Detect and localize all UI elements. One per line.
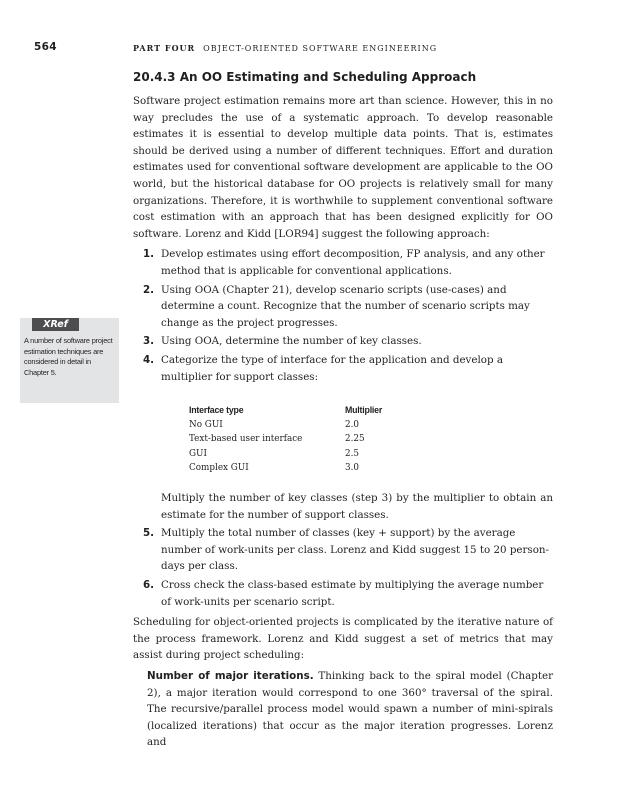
step-text: Develop estimates using effort decomposition, FP analysis, and any other method that is applicable for conventional applications. bbox=[161, 248, 545, 277]
table-cell: No GUI bbox=[189, 419, 223, 430]
part-title: OBJECT-ORIENTED SOFTWARE ENGINEERING bbox=[203, 44, 438, 53]
list-item bbox=[133, 246, 553, 279]
step4-followup: Multiply the number of key classes (step 3) by the multiplier to obtain an estimate for the number of support classes. bbox=[161, 492, 553, 521]
table-header-multiplier: Multiplier bbox=[345, 405, 383, 416]
table-header-interface: Interface type bbox=[189, 405, 244, 416]
step-number: 4. bbox=[143, 353, 155, 366]
step-number: 6. bbox=[143, 579, 155, 592]
xref-text: A number of software project estimation techniques are considered in detail in Chapter 5. bbox=[24, 336, 113, 377]
metric-paragraph bbox=[133, 668, 553, 751]
list-item bbox=[133, 577, 553, 610]
main-body bbox=[133, 93, 553, 751]
section-title: 20.4.3 An OO Estimating and Scheduling Approach bbox=[133, 70, 477, 84]
xref-badge: XRef bbox=[32, 318, 79, 331]
table-row bbox=[189, 461, 553, 476]
step-number: 1. bbox=[143, 248, 155, 261]
scheduling-paragraph: Scheduling for object-oriented projects is complicated by the iterative nature of the process framework. Lorenz and Kidd suggest a set of metrics that may assist during project scheduling: bbox=[133, 616, 553, 662]
table-row bbox=[189, 418, 553, 433]
table-cell: Text-based user interface bbox=[189, 434, 303, 445]
table-cell: Complex GUI bbox=[189, 463, 249, 474]
table-row bbox=[189, 447, 553, 462]
table-row bbox=[189, 432, 553, 447]
metric-lead: Number of major iterations. bbox=[147, 670, 314, 682]
running-header bbox=[133, 43, 437, 53]
list-item bbox=[133, 525, 553, 575]
table-cell: 2.0 bbox=[345, 419, 359, 430]
step-number: 3. bbox=[143, 335, 155, 348]
table-cell: GUI bbox=[189, 448, 207, 459]
steps-list bbox=[133, 246, 553, 610]
step-text: Using OOA, determine the number of key classes. bbox=[161, 335, 422, 348]
step-text: Categorize the type of interface for the application and develop a multiplier for support classes: bbox=[161, 353, 503, 383]
multiplier-table bbox=[189, 403, 553, 476]
list-item bbox=[133, 352, 553, 523]
intro-paragraph: Software project estimation remains more art than science. However, this in no way precludes the use of a systematic approach. To develop reasonable estimates it is essential to develop multiple data points. That is, estimates should be derived using a number of different techniques. Effort and duration estimates used for conventional software development are applicable to the OO world, but the historical database for OO projects is relatively small for many organizations. Therefore, it is worthwhile to supplement conventional software cost estimation with an approach that has been designed explicitly for OO software. Lorenz and Kidd [LOR94] suggest the following approach: bbox=[133, 95, 553, 240]
list-item bbox=[133, 333, 553, 350]
step-text: Using OOA (Chapter 21), develop scenario scripts (use-cases) and determine a count. Recognize that the number of scenario scripts may change as the project progresses. bbox=[161, 283, 530, 329]
part-label: PART FOUR bbox=[133, 43, 196, 53]
table-header-row bbox=[189, 403, 553, 418]
step-number: 5. bbox=[143, 527, 155, 540]
xref-sidebar bbox=[20, 318, 119, 403]
table-cell: 3.0 bbox=[345, 463, 359, 474]
step-number: 2. bbox=[143, 283, 155, 296]
table-cell: 2.25 bbox=[345, 434, 365, 445]
list-item bbox=[133, 282, 553, 332]
step-text: Multiply the total number of classes (key + support) by the average number of work-units per class. Lorenz and Kidd suggest 15 to 20 person-days per class. bbox=[161, 527, 550, 573]
metric-text: Thinking back to the spiral model (Chapter 2), a major iteration would correspond to one 360° traversal of the spiral. The recursive/parallel process model would spawn a number of mini-spirals (localized iterations) that occur as the major iteration progresses. Lorenz and bbox=[147, 670, 553, 749]
table-cell: 2.5 bbox=[345, 448, 359, 459]
step-text: Cross check the class-based estimate by multiplying the average number of work-units per scenario script. bbox=[161, 579, 544, 608]
page-number: 564 bbox=[34, 41, 57, 53]
